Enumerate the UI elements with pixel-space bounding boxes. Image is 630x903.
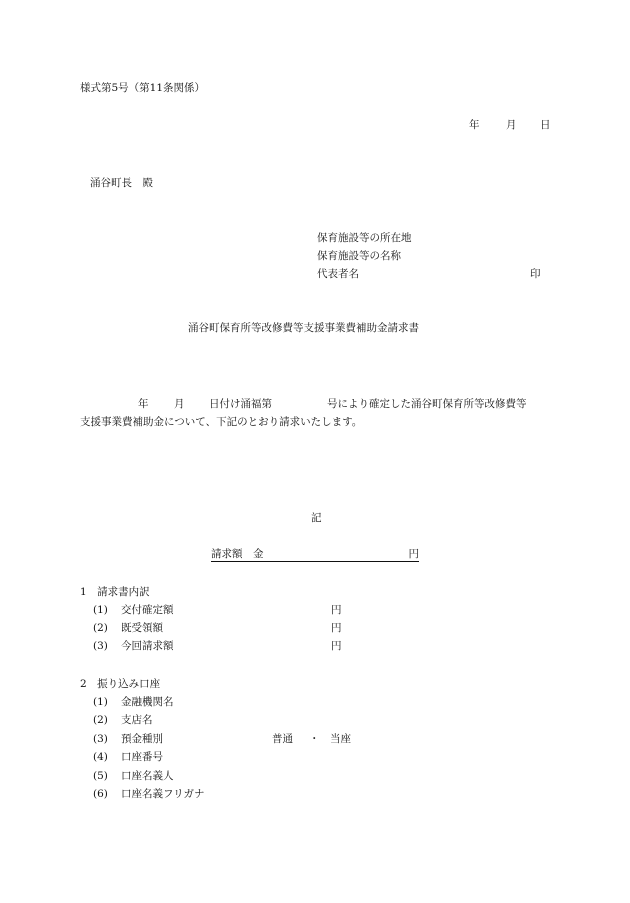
- section2-item-label: 支店名: [121, 714, 153, 726]
- body-year: 年: [138, 398, 149, 410]
- document-title: 涌谷町保育所等改修費等支援事業費補助金請求書: [188, 322, 419, 334]
- section1-item-num: (2): [93, 622, 108, 634]
- date-day-label: 日: [540, 119, 551, 131]
- body-line2: 支援事業費補助金について、下記のとおり請求いたします。: [80, 416, 363, 428]
- section2-item-label: 口座名義フリガナ: [121, 788, 205, 800]
- body-day-prefix: 日付け涌福第: [209, 398, 272, 410]
- seal-mark: 印: [530, 268, 541, 280]
- section1-heading: 1 請求書内訳: [80, 586, 150, 598]
- section1-item-unit: 円: [331, 640, 342, 652]
- account-type-current: 当座: [330, 733, 351, 745]
- section1-item-label: 既受領額: [121, 622, 163, 634]
- section2-item-num: (2): [93, 714, 108, 726]
- section2-item-label: 預金種別: [121, 733, 163, 745]
- date-year-label: 年: [469, 119, 480, 131]
- account-type-separator: ・: [309, 733, 320, 745]
- body-line1-rest: 号により確定した涌谷町保育所等改修費等: [327, 398, 527, 410]
- section1-item-label: 今回請求額: [121, 640, 174, 652]
- facility-name-label: 保育施設等の名称: [317, 250, 401, 262]
- account-type-ordinary: 普通: [272, 733, 293, 745]
- section1-item-num: (1): [93, 604, 108, 616]
- representative-label: 代表者名: [317, 268, 359, 280]
- section2-item-num: (5): [93, 770, 108, 782]
- date-month-label: 月: [506, 119, 517, 131]
- form-number: 様式第5号（第11条関係）: [80, 82, 206, 94]
- addressee: 涌谷町長 殿: [90, 177, 153, 189]
- request-amount-unit: 円: [408, 548, 419, 560]
- body-month: 月: [174, 398, 185, 410]
- section2-heading: 2 振り込み口座: [80, 678, 161, 690]
- section1-item-unit: 円: [331, 604, 342, 616]
- section1-item-num: (3): [93, 640, 108, 652]
- ki-heading: 記: [311, 512, 322, 524]
- section2-item-num: (4): [93, 751, 108, 763]
- section1-item-label: 交付確定額: [121, 604, 174, 616]
- section2-item-label: 口座番号: [121, 751, 163, 763]
- section2-item-num: (1): [93, 696, 108, 708]
- section2-item-label: 金融機関名: [121, 696, 174, 708]
- request-amount-label: 請求額 金: [211, 548, 264, 560]
- section2-item-num: (3): [93, 733, 108, 745]
- section2-item-num: (6): [93, 788, 108, 800]
- section1-item-unit: 円: [331, 622, 342, 634]
- section2-item-label: 口座名義人: [121, 770, 174, 782]
- request-amount-line: [211, 548, 419, 562]
- facility-address-label: 保育施設等の所在地: [317, 232, 412, 244]
